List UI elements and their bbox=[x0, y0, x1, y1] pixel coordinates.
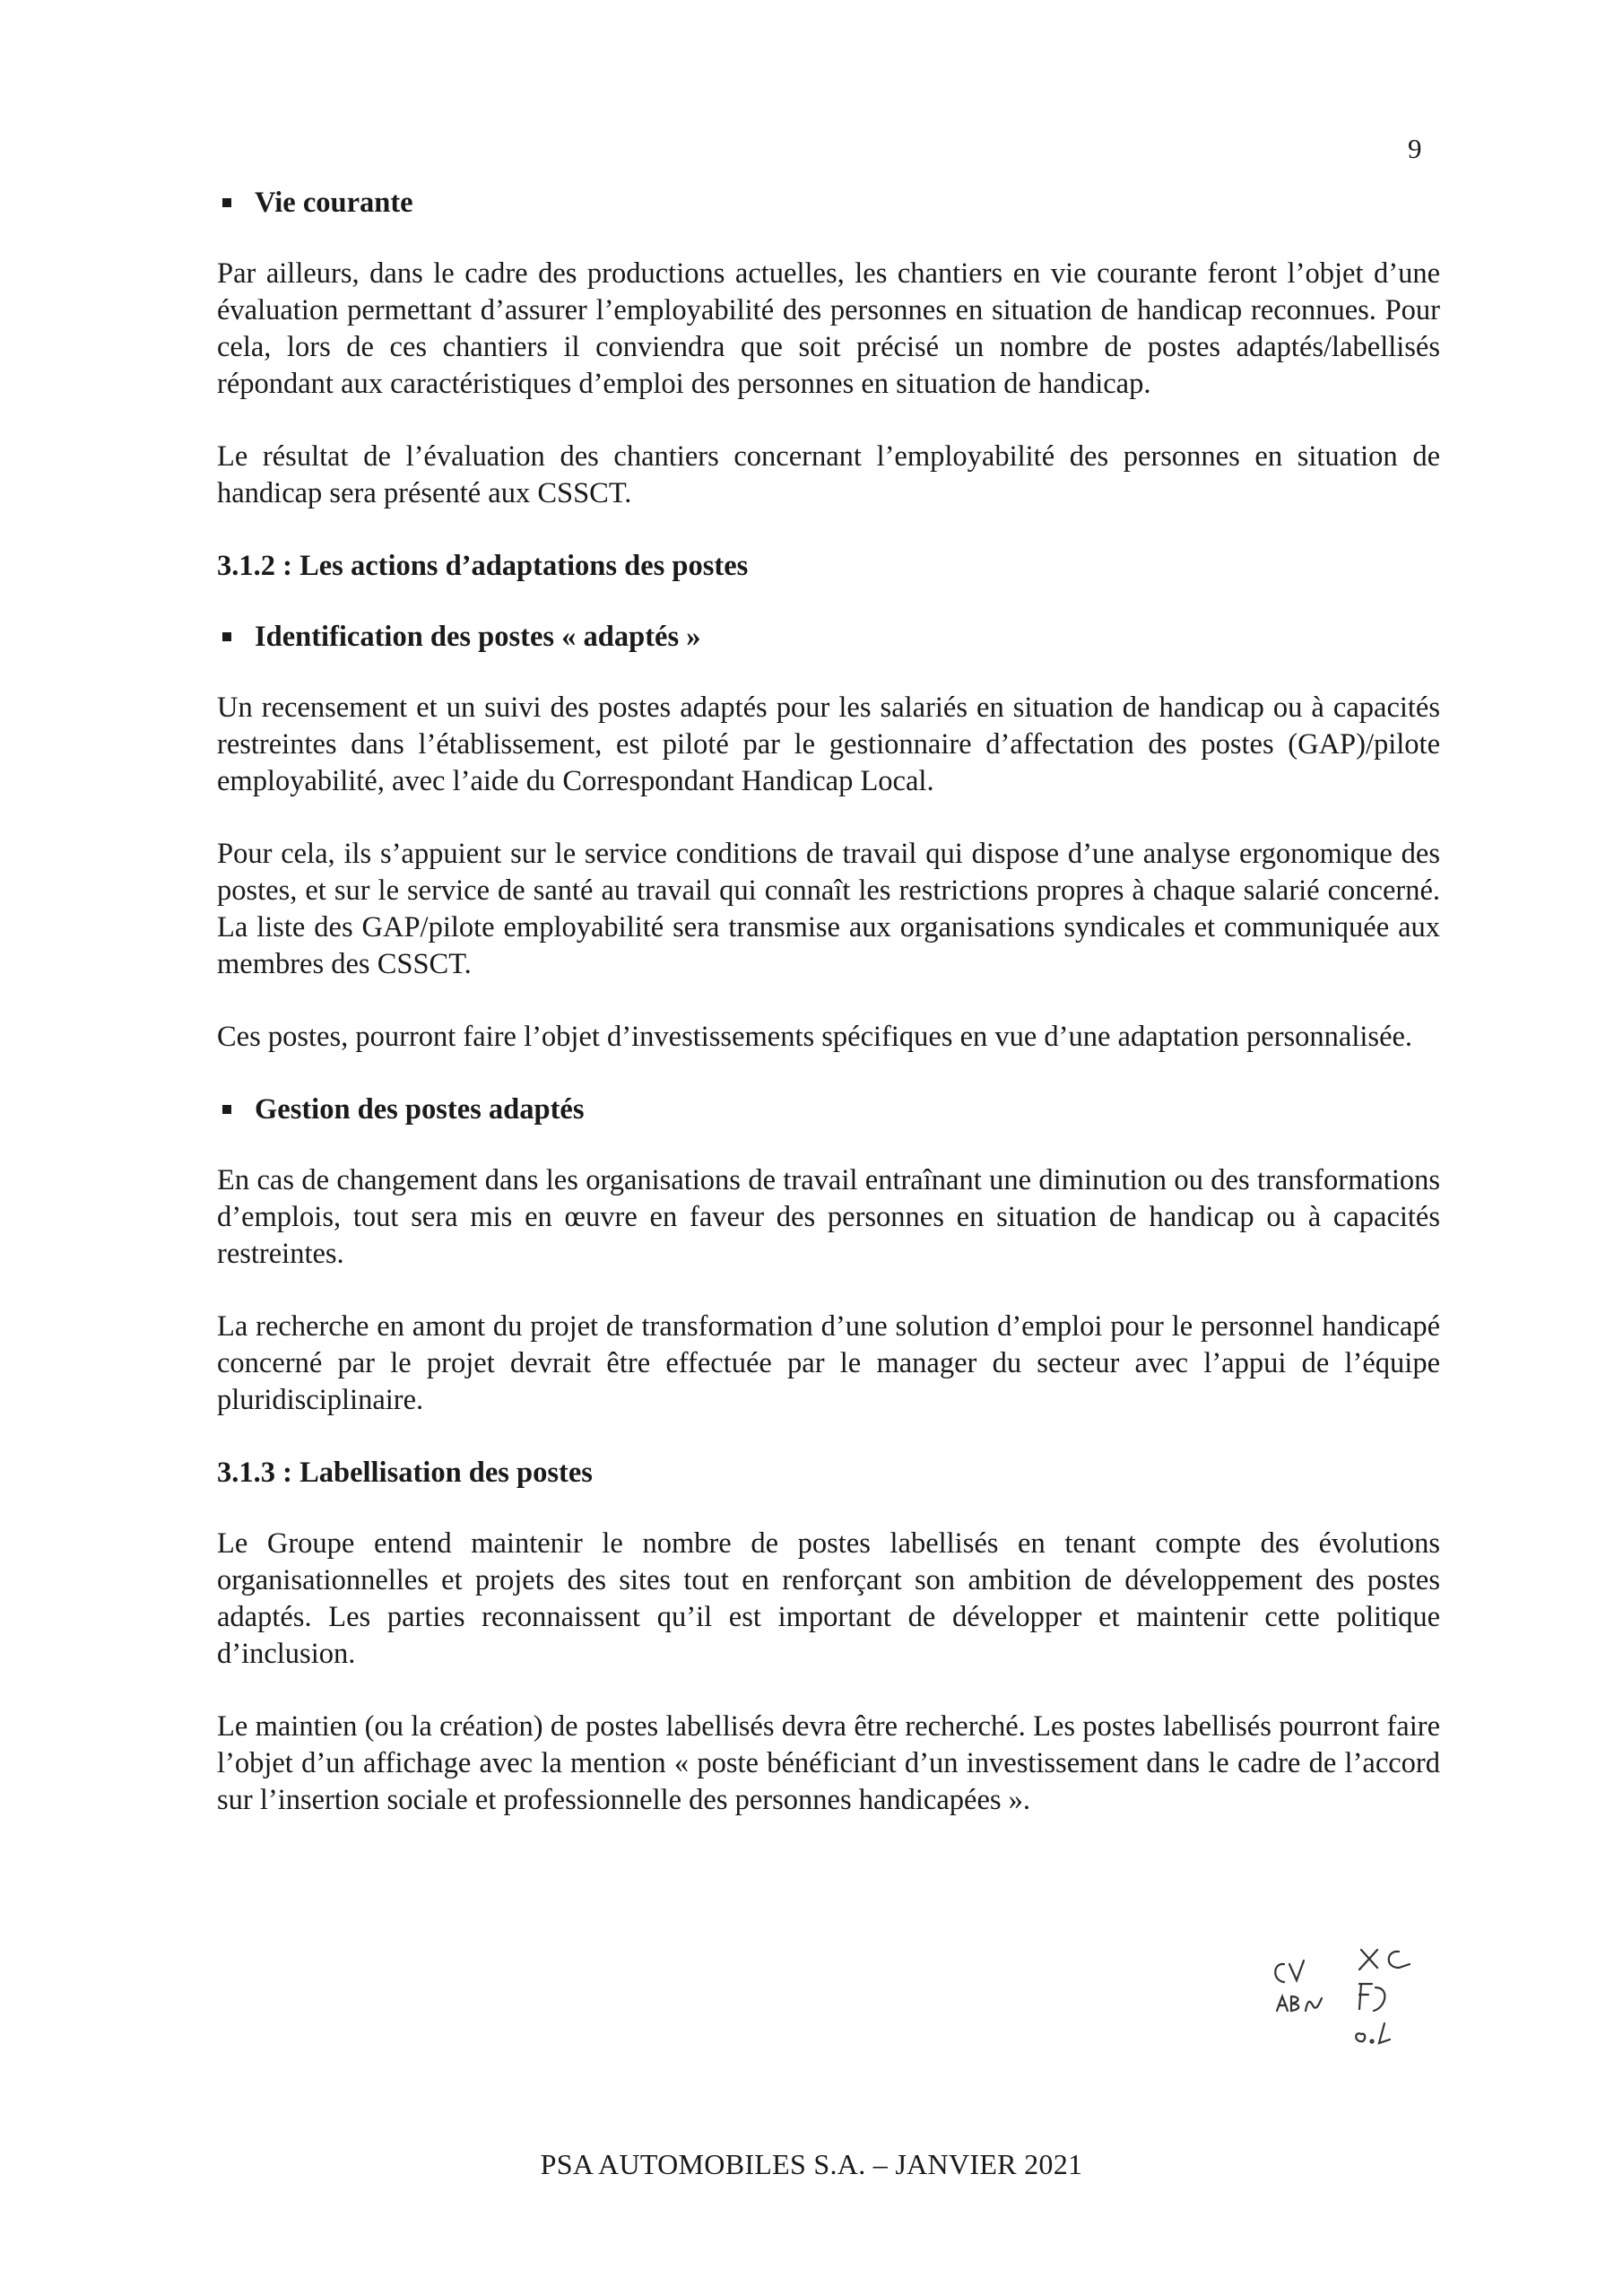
bullet-square-icon bbox=[222, 198, 231, 207]
paragraph: Par ailleurs, dans le cadre des productions actuelles, les chantiers en vie courante feront l’objet d’une évaluation permettant d’assurer l’employabilité des personnes en situation de handicap reconnues. Pour cela, lors de ces chantiers il conviendra que soit précisé un nombre de postes adaptés/labellisés répondant aux caractéristiques d’emploi des personnes en situation de handicap. bbox=[217, 257, 1440, 400]
paragraph: Le maintien (ou la création) de postes labellisés devra être recherché. Les postes labellisés pourront faire l’objet d’un affichage avec la mention « poste bénéficiant d’un investissement dans le cadre de l’accord sur l’insertion sociale et professionnelle des personnes handicapées ». bbox=[217, 1710, 1440, 1816]
bullet-square-icon bbox=[222, 1105, 231, 1114]
section-heading-3-1-3: 3.1.3 : Labellisation des postes bbox=[217, 1457, 593, 1489]
paragraph: Ces postes, pourront faire l’objet d’investissements spécifiques en vue d’une adaptation personnalisée. bbox=[217, 1021, 1413, 1053]
paragraph: En cas de changement dans les organisations de travail entraînant une diminution ou des transformations d’emplois, tout sera mis en œuvre en faveur des personnes en situation de handicap ou à capacités restreintes. bbox=[217, 1164, 1440, 1270]
paragraph: Le Groupe entend maintenir le nombre de postes labellisés en tenant compte des évolutions organisationnelles et projets des sites tout en renforçant son ambition de développement des postes adaptés. Les parties reconnaissent qu’il est important de développer et maintenir cette politique d’inclusion. bbox=[217, 1527, 1440, 1670]
document-body bbox=[217, 185, 1440, 1855]
paragraph: La recherche en amont du projet de transformation d’une solution d’emploi pour le personnel handicapé concerné par le projet devrait être effectuée par le manager du secteur avec l’appui de l’équipe pluridisciplinaire. bbox=[217, 1310, 1440, 1416]
page-footer: PSA AUTOMOBILES S.A. – JANVIER 2021 bbox=[540, 2148, 1083, 2180]
bullet-heading-identification: Identification des postes « adaptés » bbox=[217, 619, 1440, 656]
bullet-square-icon bbox=[222, 632, 231, 641]
section-heading-3-1-2: 3.1.2 : Les actions d’adaptations des postes bbox=[217, 550, 749, 582]
paragraph: Pour cela, ils s’appuient sur le service conditions de travail qui dispose d’une analyse ergonomique des postes, et sur le service de santé au travail qui connaît les restrictions propres à chaque salarié concerné. La liste des GAP/pilote employabilité sera transmise aux organisations syndicales et communiquée aux membres des CSSCT. bbox=[217, 838, 1440, 980]
bullet-heading-vie-courante: Vie courante bbox=[217, 185, 1440, 222]
paragraph: Un recensement et un suivi des postes adaptés pour les salariés en situation de handicap ou à capacités restreintes dans l’établissement, est piloté par le gestionnaire d’affectation des postes (GAP)/pilote employabilité, avec l’aide du Correspondant Handicap Local. bbox=[217, 691, 1440, 797]
handwritten-initials bbox=[1264, 1937, 1444, 2054]
page-number: 9 bbox=[1408, 133, 1422, 164]
paragraph: Le résultat de l’évaluation des chantiers concernant l’employabilité des personnes en situation de handicap sera présenté aux CSSCT. bbox=[217, 440, 1440, 509]
bullet-heading-gestion: Gestion des postes adaptés bbox=[217, 1091, 1440, 1128]
